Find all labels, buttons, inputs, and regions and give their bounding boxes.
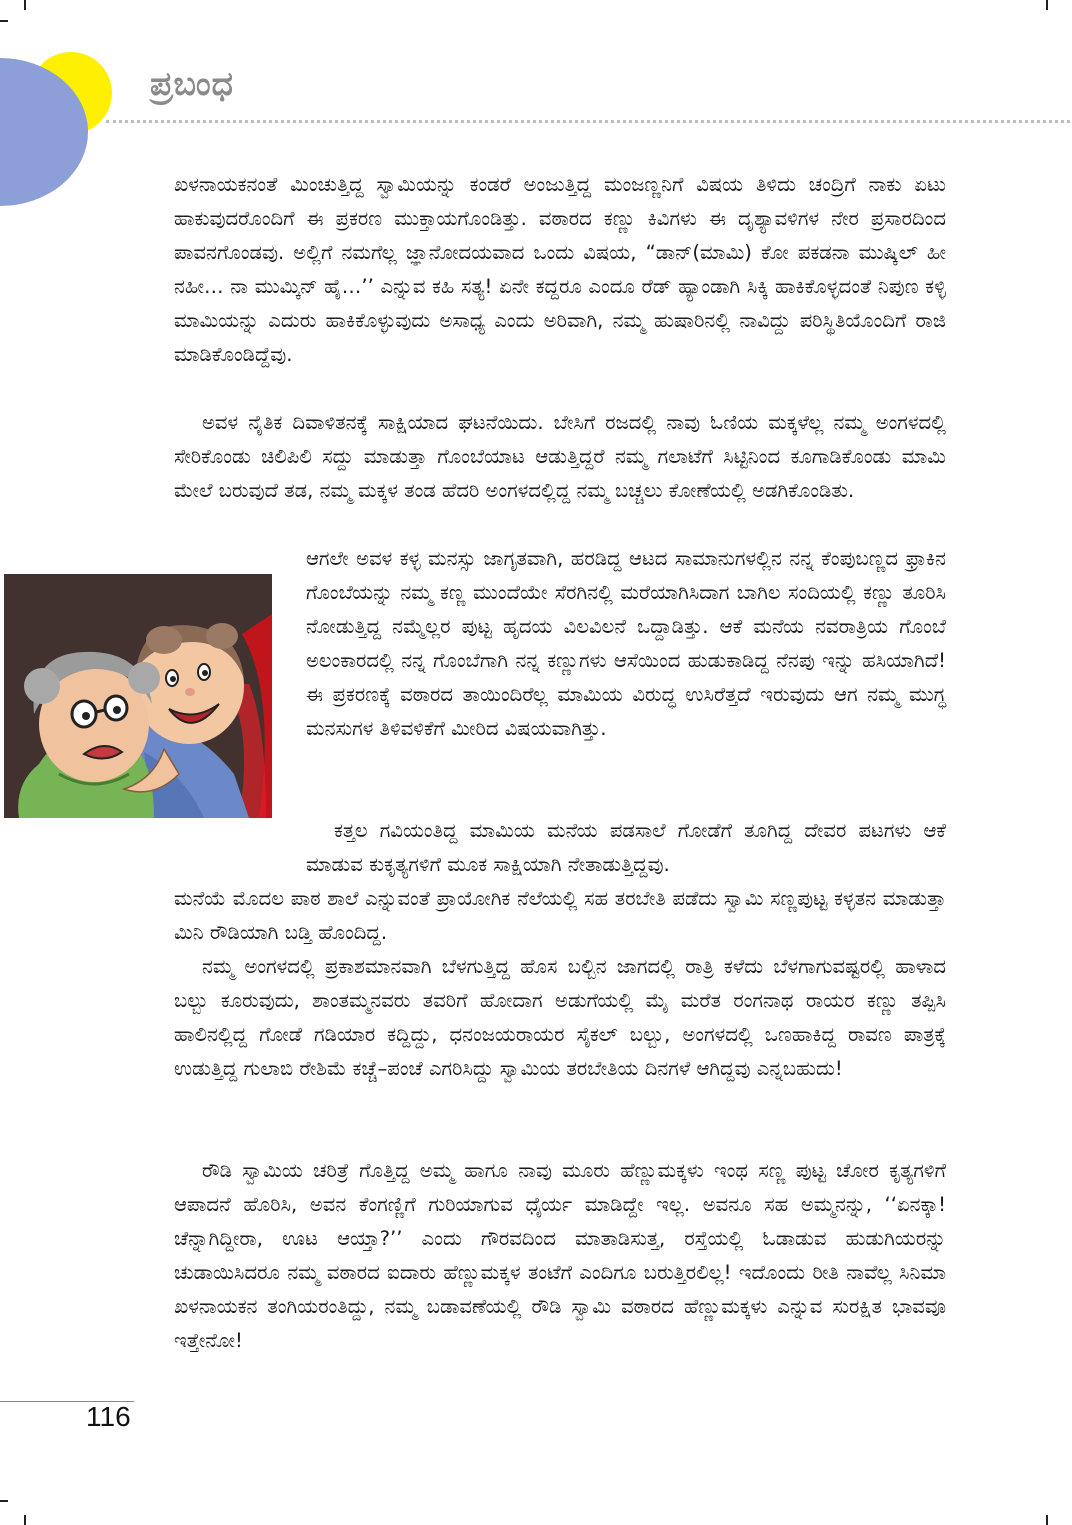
paragraph-2: ಅವಳ ನೈತಿಕ ದಿವಾಳಿತನಕ್ಕೆ ಸಾಕ್ಷಿಯಾದ ಘಟನೆಯಿದು. ಬೇಸಿಗೆ ರಜದಲ್ಲಿ ನಾವು ಓಣಿಯ ಮಕ್ಕಳೆಲ್ಲ ನಮ್ಮ ಅಂಗಳದಲ್ಲಿ ಸೇರಿಕೊಂಡು ಚಿಲಿಪಿಲಿ ಸದ್ದು ಮಾಡುತ್ತಾ ಗೊಂಬೆಯಾಟ ಆಡುತ್ತಿದ್ದರೆ ನಮ್ಮ ಗಲಾಟೆಗೆ ಸಿಟ್ಟಿನಿಂದ ಕೂಗಾಡಿಕೊಂಡು ಮಾಮಿ ಮೇಲೆ ಬರುವುದೆ ತಡ, ನಮ್ಮ ಮಕ್ಕಳ ತಂಡ ಹೆದರಿ ಅಂಗಳದಲ್ಲಿದ್ದ ನಮ್ಮ ಬಚ್ಚಲು ಕೋಣೆಯಲ್ಲಿ ಅಡಗಿಕೊಂಡಿತು. [174, 411, 946, 502]
paragraph-3: ಆಗಲೇ ಅವಳ ಕಳ್ಳ ಮನಸ್ಸು ಜಾಗೃತವಾಗಿ, ಹರಡಿದ್ದ ಆಟದ ಸಾಮಾನುಗಳಲ್ಲಿನ ನನ್ನ ಕೆಂಪುಬಣ್ಣದ ಫ್ರಾಕಿನ ಗೊಂಬೆಯನ್ನು ನಮ್ಮ ಕಣ್ಣ ಮುಂದೆಯೇ ಸೆರಗಿನಲ್ಲಿ ಮರೆಯಾಗಿಸಿದಾಗ ಬಾಗಿಲ ಸಂದಿಯಲ್ಲಿ ಕಣ್ಣು ತೂರಿಸಿ ನೋಡುತ್ತಿದ್ದ ನಮ್ಮೆಲ್ಲರ ಪುಟ್ಟ ಹೃದಯ ವಿಲವಿಲನೆ ಒದ್ದಾಡಿತ್ತು. ಆಕೆ ಮನೆಯ ನವರಾತ್ರಿಯ ಗೊಂಬೆ ಅಲಂಕಾರದಲ್ಲಿ ನನ್ನ ಗೊಂಬೆಗಾಗಿ ನನ್ನ ಕಣ್ಣುಗಳು ಆಸೆಯಿಂದ ಹುಡುಕಾಡಿದ್ದ ನೆನಪು ಇನ್ನು ಹಸಿಯಾಗಿದೆ! ಈ ಪ್ರಕರಣಕ್ಕೆ ವಠಾರದ ತಾಯಿಂದಿರೆಲ್ಲ ಮಾಮಿಯ ವಿರುದ್ಧ ಉಸಿರೆತ್ತದೆ ಇರುವುದು ಆಗ ನಮ್ಮ ಮುಗ್ಧ ಮನಸುಗಳ ತಿಳಿವಳಿಕೆಗೆ ಮೀರಿದ ವಿಷಯವಾಗಿತ್ತು. [306, 547, 946, 740]
paragraph-6: ರೌಡಿ ಸ್ವಾಮಿಯ ಚರಿತ್ರೆ ಗೊತ್ತಿದ್ದ ಅಮ್ಮ ಹಾಗೂ ನಾವು ಮೂರು ಹೆಣ್ಣುಮಕ್ಕಳು ಇಂಥ ಸಣ್ಣ ಪುಟ್ಟ ಚೋರ ಕೃತ್ಯಗಳಿಗೆ ಆಪಾದನೆ ಹೊರಿಸಿ, ಅವನ ಕೆಂಗಣ್ಣಿಗೆ ಗುರಿಯಾಗುವ ಧೈರ್ಯ ಮಾಡಿದ್ದೇ ಇಲ್ಲ. ಅವನೂ ಸಹ ಅಮ್ಮನನ್ನು, ‘‘ಏನಕ್ಕಾ! ಚೆನ್ನಾಗಿದ್ದೀರಾ, ಊಟ ಆಯ್ತಾ?’’ ಎಂದು ಗೌರವದಿಂದ ಮಾತಾಡಿಸುತ್ತ, ರಸ್ತೆಯಲ್ಲಿ ಓಡಾಡುವ ಹುಡುಗಿಯರನ್ನು ಚುಡಾಯಿಸಿದರೂ ನಮ್ಮ ವಠಾರದ ಐದಾರು ಹೆಣ್ಣುಮಕ್ಕಳ ತಂಟೆಗೆ ಎಂದಿಗೂ ಬರುತ್ತಿರಲಿಲ್ಲ! ಇದೊಂದು ರೀತಿ ನಾವೆಲ್ಲ ಸಿನಿಮಾ ಖಳನಾಯಕನ ತಂಗಿಯರಂತಿದ್ದು, ನಮ್ಮ ಬಡಾವಣೆಯಲ್ಲಿ ರೌಡಿ ಸ್ವಾಮಿ ವಠಾರದ ಹೆಣ್ಣುಮಕ್ಕಳು ಎನ್ನುವ ಸುರಕ್ಷಿತ ಭಾವವೂ ಇತ್ತೇನೋ! [174, 1159, 946, 1352]
paragraph-4a: ಕತ್ತಲ ಗವಿಯಂತಿದ್ದ ಮಾಮಿಯ ಮನೆಯ ಪಡಸಾಲೆ ಗೋಡೆಗೆ ತೂಗಿದ್ದ ದೇವರ ಪಟಗಳು ಆಕೆ ಮಾಡುವ ಕುಕೃತ್ಯಗಳಿಗೆ ಮೂಕ ಸಾಕ್ಷಿಯಾಗಿ ನೇತಾಡುತ್ತಿದ್ದವು. [306, 819, 946, 876]
page-number: 116 [86, 1401, 131, 1432]
paragraph-4b: ಮನೆಯೆ ಮೊದಲ ಪಾಠ ಶಾಲೆ ಎನ್ನುವಂತೆ ಪ್ರಾಯೋಗಿಕ ನೆಲೆಯಲ್ಲಿ ಸಹ ತರಬೇತಿ ಪಡೆದು ಸ್ವಾಮಿ ಸಣ್ಣಪುಟ್ಟ ಕಳ್ಳತನ ಮಾಡುತ್ತಾ ಮಿನಿ ರೌಡಿಯಾಗಿ ಬಡ್ತಿ ಹೊಂದಿದ್ದ. [174, 887, 946, 944]
illustration-two-children [4, 574, 272, 818]
paragraph-5: ನಮ್ಮ ಅಂಗಳದಲ್ಲಿ ಪ್ರಕಾಶಮಾನವಾಗಿ ಬೆಳಗುತ್ತಿದ್ದ ಹೊಸ ಬಲ್ಬಿನ ಜಾಗದಲ್ಲಿ ರಾತ್ರಿ ಕಳೆದು ಬೆಳಗಾಗುವಷ್ಟರಲ್ಲಿ ಹಾಳಾದ ಬಲ್ಬು ಕೂರುವುದು, ಶಾಂತಮ್ಮನವರು ತವರಿಗೆ ಹೋದಾಗ ಅಡುಗೆಯಲ್ಲಿ ಮೈ ಮರೆತ ರಂಗನಾಥ ರಾಯರ ಕಣ್ಣು ತಪ್ಪಿಸಿ ಹಾಲಿನಲ್ಲಿದ್ದ ಗೋಡೆ ಗಡಿಯಾರ ಕದ್ದಿದ್ದು, ಧನಂಜಯರಾಯರ ಸೈಕಲ್ ಬಲ್ಬು, ಅಂಗಳದಲ್ಲಿ ಒಣಹಾಕಿದ್ದ ರಾವಣ ಪಾತ್ರಕ್ಕೆ ಉಡುತ್ತಿದ್ದ ಗುಲಾಬಿ ರೇಶಿಮೆ ಕಚ್ಚೆ–ಪಂಚೆ ಎಗರಿಸಿದ್ದು ಸ್ವಾಮಿಯ ತರಬೇತಿಯ ದಿನಗಳೆ ಆಗಿದ್ದವು ಎನ್ನಬಹುದು! [174, 955, 946, 1080]
header-divider [106, 120, 1070, 123]
section-title: ಪ್ರಬಂಧ [150, 64, 234, 103]
paragraph-1: ಖಳನಾಯಕನಂತೆ ಮಿಂಚುತ್ತಿದ್ದ ಸ್ವಾಮಿಯನ್ನು ಕಂಡರೆ ಅಂಜುತ್ತಿದ್ದ ಮಂಜಣ್ಣನಿಗೆ ವಿಷಯ ತಿಳಿದು ಚಂದ್ರಿಗೆ ನಾಕು ಏಟು ಹಾಕುವುದರೊಂದಿಗೆ ಈ ಪ್ರಕರಣ ಮುಕ್ತಾಯಗೊಂಡಿತ್ತು. ವಠಾರದ ಕಣ್ಣು ಕಿವಿಗಳು ಈ ದೃಶ್ಯಾವಳಿಗಳ ನೇರ ಪ್ರಸಾರದಿಂದ ಪಾವನಗೊಂಡವು. ಅಲ್ಲಿಗೆ ನಮಗೆಲ್ಲ ಜ್ಞಾನೋದಯವಾದ ಒಂದು ವಿಷಯ, “ಡಾನ್(ಮಾಮಿ) ಕೋ ಪಕಡನಾ ಮುಷ್ಕಿಲ್ ಹೀ ನಹೀ… ನಾ ಮುಮ್ಕಿನ್ ಹೈ…’’ ಎನ್ನುವ ಕಹಿ ಸತ್ಯ! ಏನೇ ಕದ್ದರೂ ಎಂದೂ ರೆಡ್ ಹ್ಯಾಂಡಾಗಿ ಸಿಕ್ಕಿ ಹಾಕಿಕೊಳ್ಳದಂತೆ ನಿಪುಣ ಕಳ್ಳಿ ಮಾಮಿಯನ್ನು ಎದುರು ಹಾಕಿಕೊಳ್ಳುವುದು ಅಸಾಧ್ಯ ಎಂದು ಅರಿವಾಗಿ, ನಮ್ಮ ಹುಷಾರಿನಲ್ಲಿ ನಾವಿದ್ದು ಪರಿಸ್ಥಿತಿಯೊಂದಿಗೆ ರಾಜಿ ಮಾಡಿಕೊಂಡಿದ್ದೆವು. [174, 173, 946, 366]
